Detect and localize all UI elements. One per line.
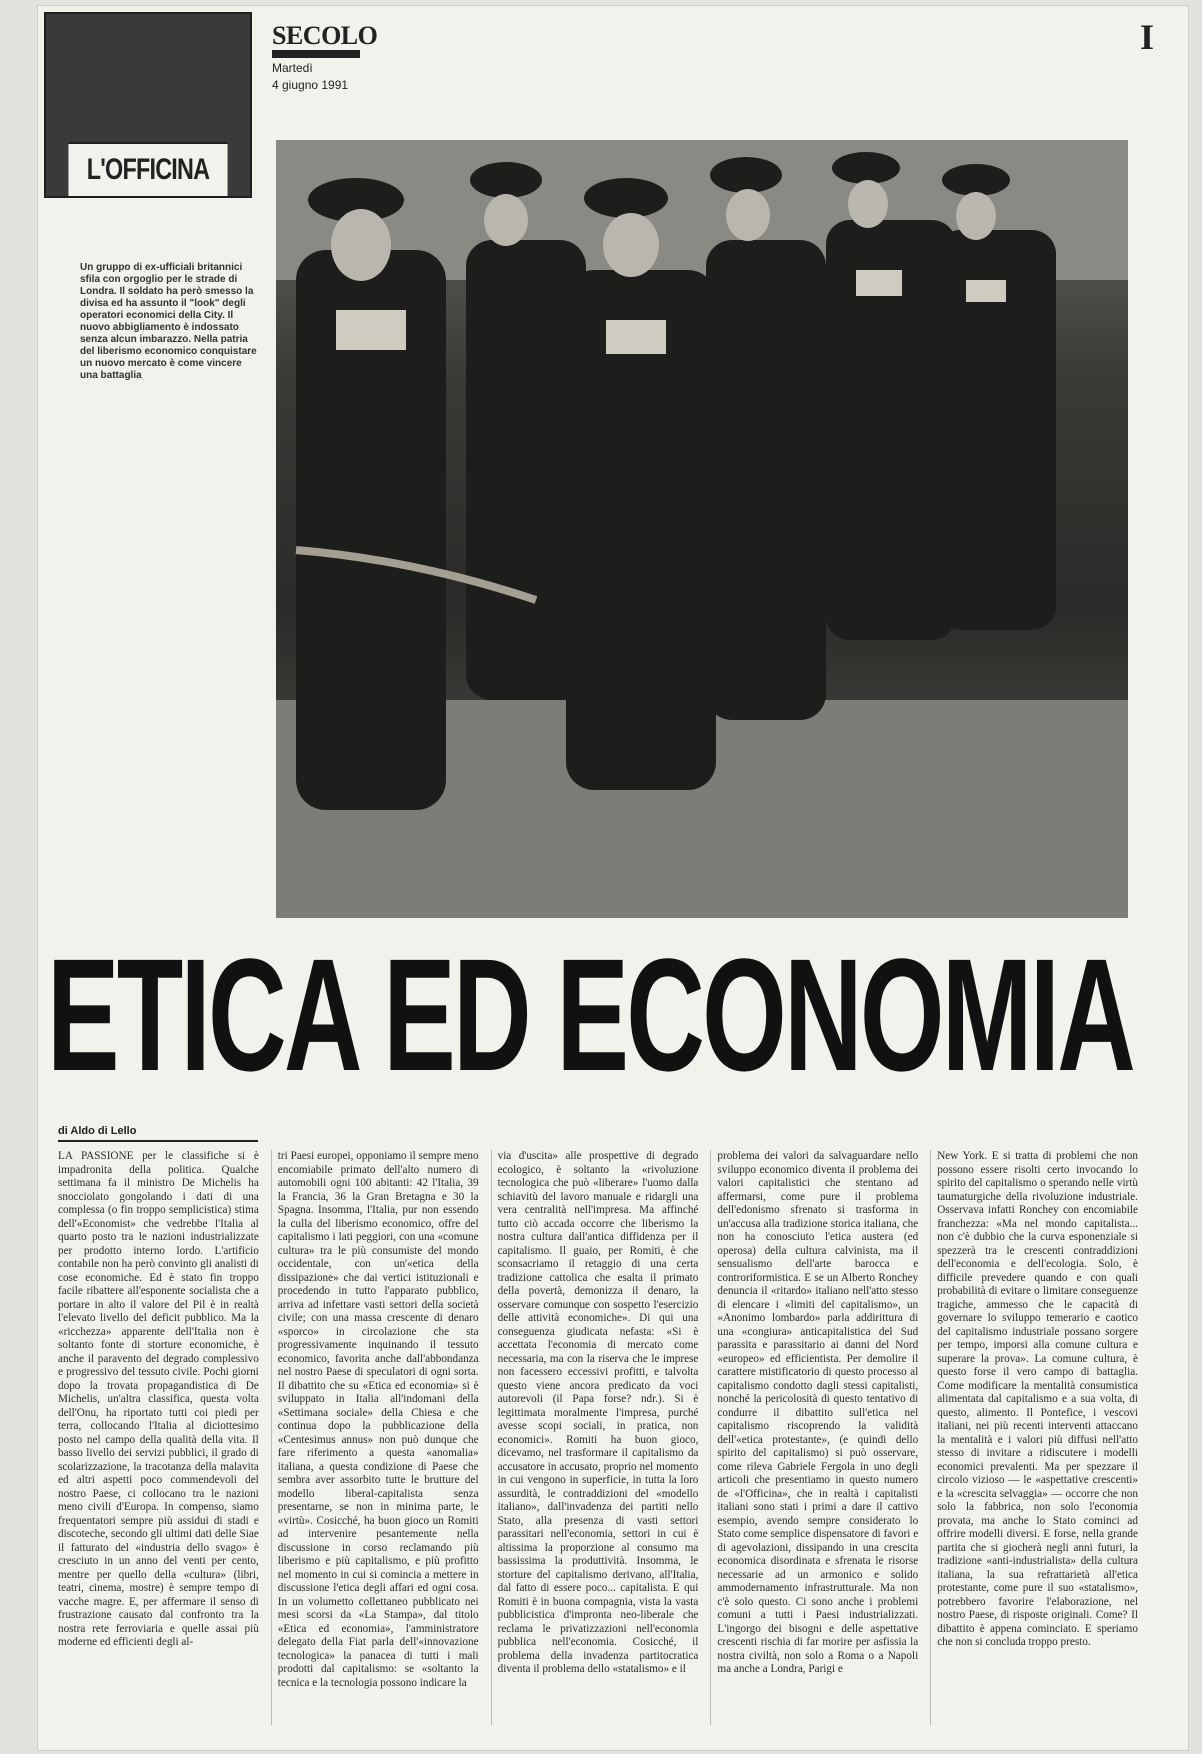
paper-name-bar: [272, 50, 360, 58]
article-column-2: tri Paesi europei, opponiamo il sempre meno encomiabile primato dell'alto numero di automobili ogni 100 abitanti: 42 l'Italia, 39 la Francia, 36 la Gran Bretagna e 30 la Spagna. Insomma, l'Italia, pur non essendo la culla del liberismo economico, offre del capitalismo i lati peggiori, con una «comune cultura» tra le più consumiste del mondo occidentale, con un'«etica della dissipazione» che dai vertici istituzionali e procedendo in tutto l'apparato pubblico, arriva ad infettare vasti settori della società civile; con una massa crescente di denaro «sporco» in circolazione che sta progressivamente inquinando il tessuto economico, favorita anche dall'abbondanza nel nostro Paese di speculatori di ogni sorta. Il dibattito che su «Etica ed economia» si è sviluppato in Italia all'indomani della «Settimana sociale» della Chiesa e che continua dopo la pubblicazione della «Centesimus annus» non può dunque che fare riferimento a questa «anomalia» italiana, a questa condizione di Paese che sembra aver assorbito tutte le brutture del modello liberal-capitalista senza presentarne, se non in minima parte, le «virtù». Cosicché, ha buon gioco un Romiti ad intervenire pesantemente nella discussione in corso reclamando più liberismo e più capitalismo, e più profitto nel momento in cui si comincia a mettere in discussione l'etica degli affari ed ogni cosa. In un volumetto collettaneo pubblicato nei mesi scorsi da «La Stampa», dal titolo «Etica ed economia», l'amministratore delegato della Fiat parla dell'«innovazione tecnologica» la panacea di tutti i mali prodotti dal capitalismo: se «soltanto la tecnica e la tecnologia possono indicare la: [271, 1150, 479, 1725]
photo-illustration: [276, 140, 1128, 918]
article-column-3: via d'uscita» alle prospettive di degrado ecologico, è soltanto la «rivoluzione tecnologica che può «liberare» l'uomo dalla schiavitù del lavoro manuale e ridargli una vera centralità nell'impresa. Ma affinché tutto ciò accada occorre che liberismo la nostra cultura dall'antica diffidenza per il capitalismo. Il guaio, per Romiti, è che sconsacriamo il retaggio di una certa tradizione cattolica che esalta il primato della povertà, demonizza il denaro, la osservare comunque con sospetto l'esercizio delle attività economiche». Di qui una conseguenza giudicata nefasta: «Si è accettata l'economia di mercato come necessaria, ma con la riserva che le imprese non facessero eccessivi profitti, e talvolta questo viene ancora predicato da voci autorevoli (il Papa forse? ndr.). Si è legittimata moralmente l'impresa, purché avesse scopi sociali, in pratica, non economici». Romiti ha buon gioco, dicevamo, nel trasformare il capitalismo da accusatore in accusato, proprio nel momento in cui vengono in superficie, in tutta la loro assurdità, le contraddizioni del «modello italiano», dall'invadenza dei partiti nello Stato, alla presenza di vasti settori parassitari nell'economia, settori in cui è altissima la proporzione al consumo ma bassissima la produttività. Insomma, le storture del capitalismo derivano, all'Italia, dal fatto di essere poco... capitalista. E qui Romiti è in buona compagnia, vista la vasta pubblicistica d'impronta neo-liberale che reclama le privatizzazioni nell'economia pubblica nell'economia. Cosicché, il problema della invadenza partitocratica diventa il problema dello «statalismo» e il: [491, 1150, 699, 1725]
article-column-4: problema dei valori da salvaguardare nello sviluppo economico diventa il problema dei valori capitalistici che stentano ad affermarsi, come pure il problema dell'edonismo sfrenato si trasforma in un'accusa alla tradizione storica italiana, che non ha conosciuto l'etica austera (ed operosa) della cultura calvinista, ma il sensualismo dell'arte barocca e controriformistica. E se un Alberto Ronchey denuncia il «ritardo» italiano nell'atto stesso di elencare i «limiti del capitalismo», un «Anonimo lombardo» parla addirittura di una «congiura» anticapitalistica del Sud parassita e parassitario ai danni del Nord «europeo» ed efficientista. Per demolire il carattere mistificatorio di questo processo al capitalismo condotto dagli stessi capitalisti, nonché la pericolosità di questo tentativo di condurre il dibattito sull'etica nel capitalismo riscoprendo la validità dell'«etica protestante», (e quindi dello spirito del capitalismo) si può osservare, come rileva Gabriele Fergola in uno degli articoli che presentiamo in questo numero de «l'Officina», che in realtà i capitalisti italiani sono stati i primi a dare il cattivo esempio, avendo sempre considerato lo Stato come semplice dispensatore di favori e di agevolazioni, dissipando in una crescita economica disordinata e sfrenata le risorse necessarie ad un armonico e solido ammodernamento infrastrutturale. Ma non c'è solo questo. Ci sono anche i problemi comuni a tutti i Paesi industrializzati. L'ingorgo dei bisogni e delle aspettative crescenti rischia di far morire per asfissia la nostra civiltà, non solo a Roma o a Napoli ma anche a Londra, Parigi e: [710, 1150, 918, 1725]
photo-caption: Un gruppo di ex-ufficiali britannici sfila con orgoglio per le strade di Londra. Il soldato ha però smesso la divisa ed ha assunto il "look" degli operatori economici della City. Il nuovo abbigliamento è indossato senza alcun imbarazzo. Nella patria del liberismo economico conquistare un nuovo mercato è come vincere una battaglia: [80, 262, 257, 381]
issue-day: Martedì: [272, 61, 313, 75]
section-label: L'OFFICINA: [68, 142, 227, 196]
masthead: [272, 21, 472, 92]
byline: di Aldo di Lello: [58, 1125, 137, 1137]
photo: [276, 140, 1128, 918]
article-columns: [58, 1150, 1138, 1725]
section-box: [44, 12, 252, 198]
page-number: I: [1139, 17, 1154, 57]
headline: ETICA ED ECONOMIA: [46, 925, 1134, 1104]
paper-name: SECOLO: [272, 21, 378, 50]
article-column-5: New York. E si tratta di problemi che non possono essere risolti certo invocando lo spirito del capitalismo o sperando nelle virtù taumaturgiche della rivoluzione industriale. Osservava infatti Ronchey con encomiabile franchezza: «Ma nel mondo capitalista... non c'è dubbio che la curva esponenziale si spezzerà tra le crescenti contraddizioni dell'economia e dell'ecologia. Solo, è difficile prevedere quando e con quali probabilità di evitare o limitare conseguenze tragiche, ammesso che le capacità di governare lo sviluppo temerario e caotico del capitalismo industriale possano sorgere per tempo, imporsi alla comune cultura e superare la prova». La comune cultura, è questo forse il vero campo di battaglia. Come modificare la mentalità consumistica alimentata dal capitalismo e a sua volta, di questo, alimento. Il Pontefice, i vescovi italiani, nei più recenti interventi attaccano la mentalità e i valori più diffusi nell'atto stesso di invitare a ridiscutere i modelli economici prevalenti. Ma per spezzare il circolo vizioso — le «aspettative crescenti» e la «crescita selvaggia» — occorre che non solo la fabbrica, non solo l'economia provata, ma anche lo Stato cominci ad offrire modelli diversi. E forse, nella grande partita che si giocherà negli anni futuri, la tradizione «anti-industrialista» della cultura italiana, la sua refrattarietà all'etica protestante, come pure il suo «statalismo», potrebbero favorire l'elaborazione, nel nostro Paese, di risposte originali. Come? Il dibattito è appena cominciato. E speriamo che non si concluda troppo presto.: [930, 1150, 1138, 1725]
article-column-1: LA PASSIONE per le classifiche si è impadronita della politica. Qualche settimana fa il ministro De Michelis ha snocciolato gongolando i dati di una complessa (o fin troppo semplicistica) stima dell'«Economist» che vedrebbe l'Italia al quarto posto tra le nazioni industrializzate per prodotto interno lordo. L'artificio contabile non ha però convinto gli analisti di cose economiche. Ed è stato fin troppo facile ribattere all'esponente socialista che a portare in alto il valore del Pil è in realtà l'elevato livello del deficit pubblico. Ma la «ricchezza» apparente dell'Italia non è soltanto fonte di storture economiche, è anche il paravento del degrado complessivo e progressivo del tessuto civile. Pochi giorni dopo la trovata propagandistica di De Michelis, un'altra classifica, questa volta dell'Onu, ha riportato tutti coi piedi per terra, collocando l'Italia al diciottesimo posto nel campo della qualità della vita. Il basso livello dei servizi pubblici, il grado di scolarizzazione, la tracotanza della malavita ed altri aspetti poco commendevoli del nostro Paese, ci collocano tra le nazioni meno civili d'Europa. In compenso, siamo frequentatori sempre più assidui di stadi e discoteche, secondo gli ultimi dati delle Siae il fatturato del «industria dello svago» è cresciuto in un anno del venti per cento, mentre per quello della «cultura» (libri, teatri, cinema, mostre) è sempre tempo di vacche magre. E, per affermare il senso di frustrazione causato dal confronto tra la nostra rete ferroviaria e quelle assai più moderne ed efficienti degli al-: [58, 1150, 259, 1648]
byline-rule: [58, 1140, 258, 1142]
issue-date: 4 giugno 1991: [272, 78, 349, 92]
